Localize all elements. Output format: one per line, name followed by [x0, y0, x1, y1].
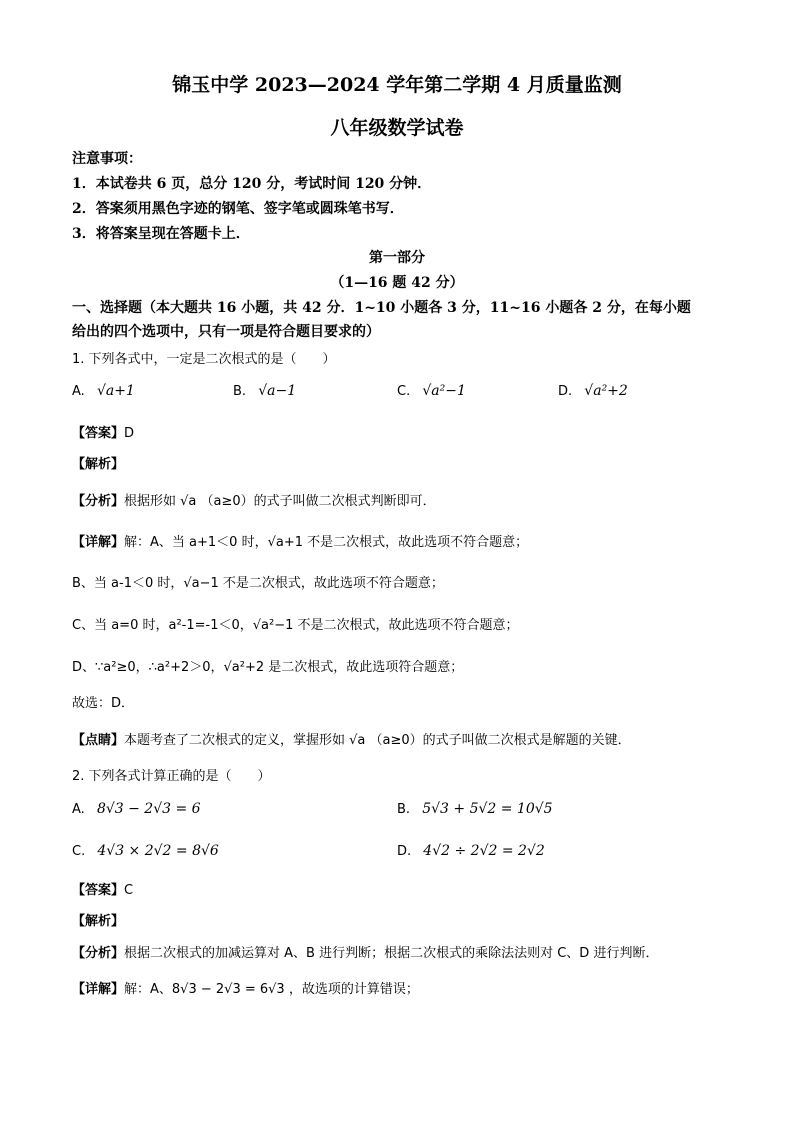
- part-range: （1—16 题 42 分）: [330, 275, 464, 291]
- section-heading-line1: 一、选择题（本大题共 16 小题，共 42 分．1~10 小题各 3 分，11~16 小题各 2 分，在每小题: [72, 300, 691, 316]
- q1-option-d: [558, 383, 628, 399]
- q2-option-b: [397, 801, 553, 817]
- q1-answer-tag: 【答案】: [72, 426, 125, 441]
- q2-fenxi-tag: 【分析】: [72, 946, 125, 961]
- q1-dianjing-tag: 【点睛】: [72, 733, 125, 748]
- q1-detail-a: [72, 531, 528, 550]
- q1-detail-tag: 【详解】: [72, 535, 125, 550]
- q1-detail-a-text: 解：A、当 a+1＜0 时，√a+1 不是二次根式，故此选项不符合题意；: [124, 535, 529, 550]
- q2-stem: 2. 下列各式计算正确的是（ ）: [72, 769, 271, 784]
- q2-answer-tag: 【答案】: [72, 883, 125, 898]
- q1-detail-b: B、当 a-1＜0 时，√a−1 不是二次根式，故此选项不符合题意；: [72, 576, 444, 591]
- q2-option-c-expr: 4√3 × 2√2 = 8√6: [97, 843, 219, 859]
- q1-analysis-tag: 【解析】: [72, 457, 125, 472]
- notice-item-3: 3．将答案呈现在答题卡上．: [72, 226, 250, 242]
- q1-detail-c: C、当 a=0 时，a²-1=-1＜0，√a²−1 不是二次根式，故此选项不符合题意；: [72, 618, 519, 633]
- q1-choice: 故选：D．: [72, 696, 135, 711]
- q2-detail-a: [72, 978, 419, 997]
- q2-fenxi-text: 根据二次根式的加减运算对 A、B 进行判断；根据二次根式的乘除法法则对 C、D 进行判断．: [124, 946, 659, 961]
- q1-option-b-expr: √a−1: [258, 383, 297, 399]
- q1-answer-value: D: [124, 426, 135, 441]
- q1-option-a: [72, 383, 135, 399]
- q2-option-c-label: C.: [72, 844, 86, 859]
- q1-option-c: [397, 383, 466, 399]
- notice-item-1: 1．本试卷共 6 页，总分 120 分，考试时间 120 分钟．: [72, 176, 432, 192]
- q1-option-c-expr: √a²−1: [422, 383, 466, 399]
- q1-option-b-label: B.: [233, 384, 247, 399]
- q2-option-b-label: B.: [397, 802, 411, 817]
- q1-stem: 1. 下列各式中，一定是二次根式的是（ ）: [72, 352, 336, 367]
- notice-heading: 注意事项：: [72, 151, 142, 167]
- q2-option-a-label: A.: [72, 802, 85, 817]
- q1-fenxi: [72, 490, 436, 509]
- q2-option-c: [72, 843, 219, 859]
- q2-option-a-expr: 8√3 − 2√3 = 6: [96, 801, 201, 817]
- q2-option-a: [72, 801, 201, 817]
- exam-title: 锦玉中学 2023—2024 学年第二学期 4 月质量监测: [172, 74, 622, 96]
- q2-detail-tag: 【详解】: [72, 982, 125, 997]
- exam-subtitle: 八年级数学试卷: [330, 117, 464, 139]
- q1-dianjing: [72, 729, 631, 748]
- q1-fenxi-text: 根据形如 √a （a≥0）的式子叫做二次根式判断即可．: [124, 494, 436, 509]
- q2-option-d-label: D.: [397, 844, 412, 859]
- q1-option-b: [233, 383, 296, 399]
- q2-answer: [72, 879, 133, 898]
- q1-dianjing-text: 本题考查了二次根式的定义，掌握形如 √a （a≥0）的式子叫做二次根式是解题的关键．: [124, 733, 631, 748]
- q1-detail-d: D、∵a²≥0，∴a²+2＞0，√a²+2 是二次根式，故此选项符合题意；: [72, 660, 464, 675]
- q2-detail-a-text: 解：A、8√3 − 2√3 = 6√3 ，故选项的计算错误；: [124, 982, 419, 997]
- q1-option-d-label: D.: [558, 384, 573, 399]
- q2-option-d: [397, 843, 545, 859]
- q2-fenxi: [72, 942, 658, 961]
- q1-option-c-label: C.: [397, 384, 411, 399]
- q1-option-a-expr: √a+1: [96, 383, 135, 399]
- q2-option-b-expr: 5√3 + 5√2 = 10√5: [422, 801, 553, 817]
- q1-option-a-label: A.: [72, 384, 85, 399]
- q1-answer: [72, 422, 134, 441]
- section-heading-line2: 给出的四个选项中，只有一项是符合题目要求的）: [72, 324, 380, 340]
- q2-analysis-tag: 【解析】: [72, 914, 125, 929]
- part-name: 第一部分: [369, 250, 425, 266]
- q1-option-d-expr: √a²+2: [584, 383, 628, 399]
- q1-fenxi-tag: 【分析】: [72, 494, 125, 509]
- q2-answer-value: C: [124, 883, 134, 898]
- notice-item-2: 2．答案须用黑色字迹的钢笔、签字笔或圆珠笔书写．: [72, 201, 404, 217]
- q2-option-d-expr: 4√2 ÷ 2√2 = 2√2: [423, 843, 545, 859]
